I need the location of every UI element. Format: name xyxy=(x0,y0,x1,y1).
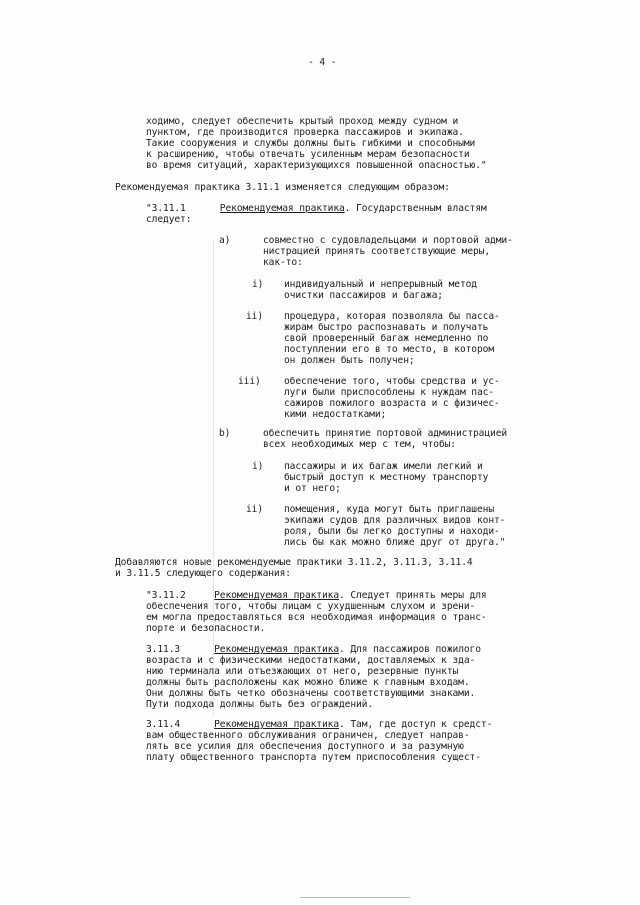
item-b-i-line: пассажиры и их багаж имели легкий и xyxy=(284,461,483,472)
intro-line: во время ситуаций, характеризующихся повышенной опасностью." xyxy=(146,160,487,171)
p3114-rest: . Там, где доступ к средст- xyxy=(339,719,493,730)
p3114-number: 3.11.4 xyxy=(146,719,181,730)
item-b-i-line: и от него; xyxy=(284,483,341,494)
item-a-line: как-то: xyxy=(263,257,303,268)
item-b-ii-line: помещения, куда могут быть приглашены xyxy=(284,504,495,515)
item-a-iii-line: кими недостатками; xyxy=(284,409,387,420)
item-a-label: a) xyxy=(219,235,231,246)
item-a-ii-line: процедура, которая позволяла бы пасса- xyxy=(284,311,500,322)
p3113-title: Рекомендуемая практика xyxy=(214,644,339,655)
p3113-line: нию терминала или отъезжающих от него, резервные пункты xyxy=(146,666,459,677)
bottom-scan-line xyxy=(300,897,410,898)
intro-line: ходимо, следует обеспечить крытый проход между судном и xyxy=(146,116,459,127)
item-a-iii-line: сажиров пожилого возраста и с физичес- xyxy=(284,398,500,409)
item-a-ii-line: он должен быть получен; xyxy=(284,355,415,366)
item-a-iii-line: луги были приспособлены к нуждам пас- xyxy=(284,387,495,398)
p3112-title: Рекомендуемая практика xyxy=(214,590,339,601)
p3112-line: обеспечения того, чтобы лицам с ухудшенным слухом и зрени- xyxy=(146,601,476,612)
p3113-line: возраста и с физическими недостатками, доставляемых к зда- xyxy=(146,655,476,666)
p3112-line: порте и безопасности. xyxy=(146,623,266,634)
p3114-line: вам общественного обслуживания ограничен, следует направ- xyxy=(146,730,470,741)
item-b-ii-label: ii) xyxy=(246,504,264,515)
item-a-line: нистрацией принять соответствующие меры, xyxy=(263,246,491,257)
item-b-line: всех необходимых мер с тем, чтобы: xyxy=(263,439,456,450)
p3114-heading xyxy=(146,719,492,730)
item-a-i-line: индивидуальный и непрерывный метод xyxy=(284,279,477,290)
intro-line: к расширению, чтобы отвечать усиленным мерам безопасности xyxy=(146,149,470,160)
p3111-number: "3.11.1 xyxy=(146,203,186,214)
p3111-line: следует: xyxy=(146,214,192,225)
p3114-line: плату общественного транспорта путем приспособления сущест- xyxy=(146,752,481,763)
p3113-line: Они должны быть четко обозначены соответствующими знаками. xyxy=(146,688,476,699)
p3112-rest: . Следует принять меры для xyxy=(339,590,487,601)
page-number: - 4 - xyxy=(308,57,337,68)
item-a-i-label: i) xyxy=(252,279,264,290)
item-b-i-label: i) xyxy=(252,461,264,472)
item-b-label: b) xyxy=(219,428,231,439)
item-b-i-line: быстрый доступ к местному транспорту xyxy=(284,472,489,483)
p3111-title: Рекомендуемая практика xyxy=(219,203,345,214)
p3113-rest: . Для пассажиров пожилого xyxy=(339,644,481,655)
p3111-heading xyxy=(146,203,487,214)
p3112-number: "3.11.2 xyxy=(146,590,186,601)
item-b-line: обеспечить принятие портовой администрацией xyxy=(263,428,508,439)
p3113-line: Пути подхода должны быть без ограждений. xyxy=(146,699,374,710)
p3114-line: лять все усилия для обеспечения доступного и за разумную xyxy=(146,741,464,752)
item-b-ii-line: экипажи судов для различных видов конт- xyxy=(284,515,506,526)
item-a-ii-line: поступлении его в то место, в котором xyxy=(284,344,495,355)
p3112-heading xyxy=(146,590,487,601)
item-a-iii-label: iii) xyxy=(238,376,261,387)
intro-line: Такие сооружения и службы должны быть гибкими и способными xyxy=(146,138,476,149)
item-a-ii-label: ii) xyxy=(246,311,264,322)
p3111-rest: . Государственным властям xyxy=(344,203,487,214)
item-a-ii-line: свой проверенный багаж немедленно по xyxy=(284,333,489,344)
p3113-number: 3.11.3 xyxy=(146,644,181,655)
added-note-line: Добавляются новые рекомендуемые практики 3.11.2, 3.11.3, 3.11.4 xyxy=(115,557,473,568)
change-note: Рекомендуемая практика 3.11.1 изменяется следующим образом: xyxy=(115,182,450,193)
item-a-iii-line: обеспечение того, чтобы средства и ус- xyxy=(284,376,500,387)
item-a-line: совместно с судовладельцами и портовой адми- xyxy=(263,235,513,246)
item-b-ii-line: лись бы как можно ближе друг от друга." xyxy=(284,537,506,548)
item-a-i-line: очистки пассажиров и багажа; xyxy=(284,290,443,301)
item-b-ii-line: роля, были бы легко доступны и находи- xyxy=(284,526,500,537)
p3113-heading xyxy=(146,644,481,655)
p3112-line: ем могла предоставляться вся необходимая информация о транс- xyxy=(146,612,487,623)
item-a-ii-line: жирам быстро распознавать и получать xyxy=(284,322,489,333)
added-note-line: и 3.11.5 следующего содержания: xyxy=(115,568,291,579)
p3114-title: Рекомендуемая практика xyxy=(214,719,339,730)
p3113-line: должны быть расположены как можно ближе к главным входам. xyxy=(146,677,470,688)
intro-line: пунктом, где производится проверка пассажиров и экипажа. xyxy=(146,127,464,138)
